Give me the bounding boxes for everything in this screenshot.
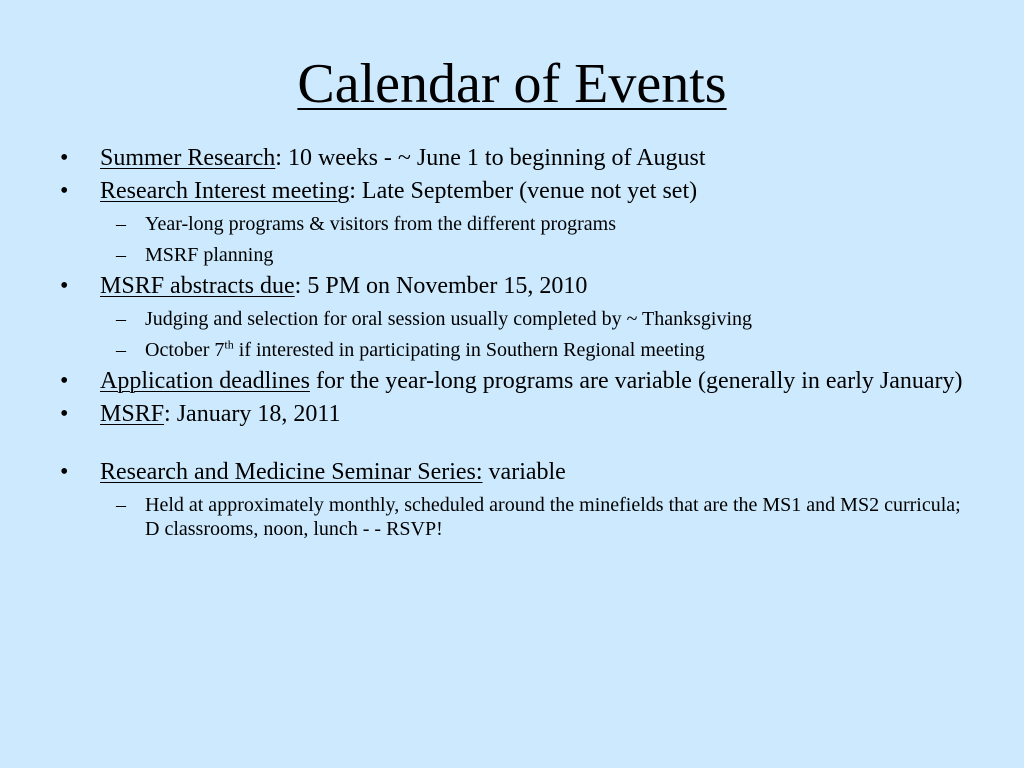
bullet-label: Application deadlines <box>100 368 310 394</box>
bullet-summer-research <box>60 146 980 171</box>
bullet-label: MSRF <box>100 401 165 427</box>
dash-icon: – <box>116 244 126 266</box>
bullet-text: for the year-long programs are variable (generally in early January) <box>309 368 963 394</box>
bullet-dot-icon: • <box>60 459 69 485</box>
sub-bullet-text: if interested in participating in Southern Regional meeting <box>233 339 705 361</box>
bullet-text: : 5 PM on November 15, 2010 <box>294 273 588 299</box>
sub-bullet <box>60 243 980 267</box>
bullet-label: Research Interest meeting <box>100 178 350 204</box>
spacer <box>60 435 980 460</box>
bullet-application-deadlines <box>60 369 980 394</box>
bullet-msrf <box>60 402 980 427</box>
bullet-label: Research and Medicine Seminar Series: <box>100 459 483 485</box>
bullet-dot-icon: • <box>60 273 69 299</box>
bullet-dot-icon: • <box>60 401 69 427</box>
bullet-msrf-abstracts-due <box>60 274 980 299</box>
sub-bullet-text: Year-long programs & visitors from the different programs <box>145 213 616 235</box>
sub-bullet-text: October 7 <box>145 339 225 361</box>
ordinal-suffix: th <box>224 337 234 352</box>
bullet-dot-icon: • <box>60 178 69 204</box>
sub-bullet-text: MSRF planning <box>145 244 274 266</box>
dash-icon: – <box>116 494 126 516</box>
bullet-label: Summer Research <box>100 145 276 171</box>
sub-bullet <box>60 338 980 362</box>
sub-bullet <box>60 307 980 331</box>
bullet-list <box>60 146 980 548</box>
bullet-dot-icon: • <box>60 145 69 171</box>
bullet-dot-icon: • <box>60 368 69 394</box>
bullet-seminar-series <box>60 460 980 485</box>
bullet-text: variable <box>482 459 566 485</box>
sub-bullet <box>60 212 980 236</box>
sub-bullet-text: Judging and selection for oral session usually completed by ~ Thanksgiving <box>145 308 753 330</box>
bullet-text: : Late September (venue not yet set) <box>349 178 698 204</box>
bullet-label: MSRF abstracts due <box>100 273 295 299</box>
sub-bullet <box>60 493 980 541</box>
dash-icon: – <box>116 339 126 361</box>
bullet-research-interest-meeting <box>60 179 980 204</box>
dash-icon: – <box>116 213 126 235</box>
sub-bullet-text: Held at approximately monthly, scheduled around the minefields that are the MS1 and MS2 curricula; D classrooms, noon, lunch - - RSVP! <box>145 494 961 540</box>
dash-icon: – <box>116 308 126 330</box>
slide-title: Calendar of Events <box>297 53 727 115</box>
bullet-text: : January 18, 2011 <box>164 401 341 427</box>
bullet-text: : 10 weeks - ~ June 1 to beginning of August <box>275 145 706 171</box>
